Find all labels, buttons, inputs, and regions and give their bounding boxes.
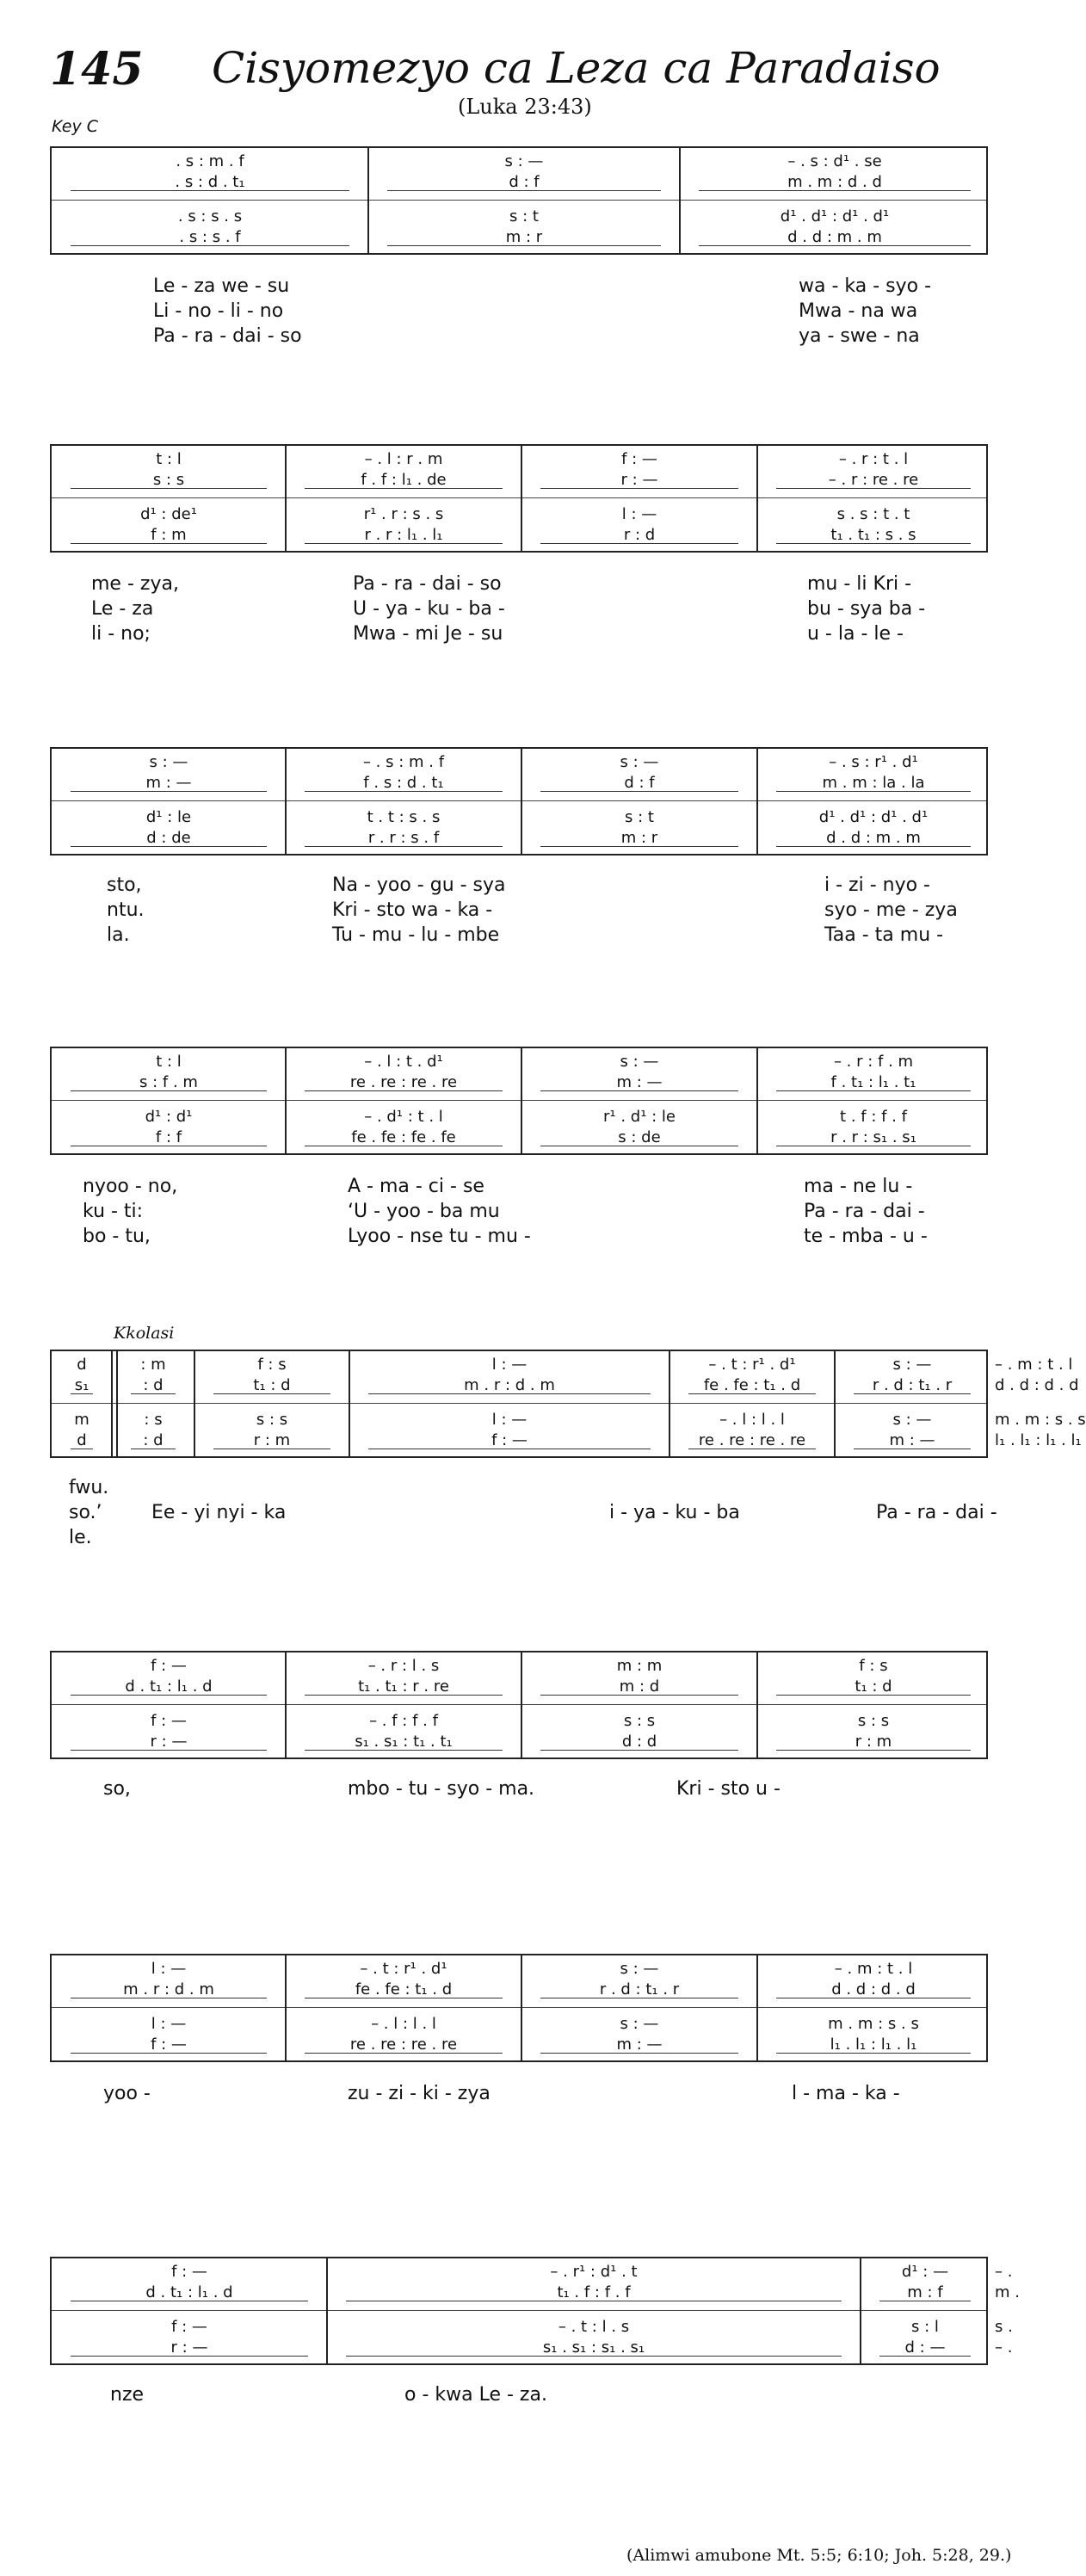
solfa-notes: r : — (150, 1733, 188, 1751)
solfa-notes: – . d¹ : t . l (364, 1108, 443, 1126)
solfa-notes: f : — (171, 2263, 207, 2281)
solfa-notes: – . s : m . f (362, 753, 445, 771)
solfa-notes: d : d (621, 1733, 657, 1751)
lyric-line: Li - no - li - no (153, 300, 284, 322)
lyric-line: i - zi - nyo - (824, 874, 930, 896)
solfa-notes: – . f : f . f (369, 1712, 438, 1730)
staff-divider (52, 1403, 986, 1404)
staff-divider (52, 200, 986, 201)
solfa-notes: s : — (620, 2015, 659, 2033)
solfa-notes: f : — (621, 450, 657, 468)
slur-line (71, 2356, 308, 2357)
lyric-line: le. (69, 1527, 92, 1548)
solfa-notes: : m (140, 1356, 166, 1374)
solfa-notes: d . d : d . d (831, 1980, 916, 1998)
staff-divider (52, 1704, 986, 1705)
solfa-notes: m : — (616, 1073, 663, 1091)
barline (285, 1652, 287, 1757)
slur-line (540, 846, 738, 847)
slur-line (776, 1750, 971, 1751)
key-signature: Key C (52, 117, 99, 136)
lyric-line: sto, (107, 874, 142, 896)
slur-line (71, 1750, 267, 1751)
slur-line (776, 488, 971, 489)
lyric-line: zu - zi - ki - zya (348, 2083, 491, 2104)
solfa-notes: re . re : re . re (349, 1073, 458, 1091)
slur-line (305, 488, 503, 489)
lyric-line: li - no; (91, 623, 151, 645)
lyric-line: i - ya - ku - ba (609, 1502, 740, 1523)
slur-line (71, 190, 349, 191)
barline (521, 446, 522, 551)
slur-line (305, 2053, 503, 2054)
solfa-notes: f : f (155, 1128, 182, 1146)
slur-line (305, 791, 503, 792)
solfa-notes: t₁ : d (855, 1677, 892, 1696)
solfa-notes: f : s (257, 1356, 287, 1374)
solfa-notes: . s : s . s (177, 207, 243, 225)
barline (521, 1652, 522, 1757)
slur-line (71, 846, 267, 847)
solfa-notes: fe . fe : t₁ . d (703, 1376, 801, 1394)
solfa-notes: d¹ : de¹ (140, 505, 197, 523)
solfa-notes: m : r (505, 228, 543, 246)
lyric-line: so.’ (69, 1502, 102, 1523)
lyric-line: te - mba - u - (804, 1226, 928, 1247)
slur-line (776, 1090, 971, 1091)
barline (521, 749, 522, 854)
solfa-notes: s : s (857, 1712, 890, 1730)
solfa-notes: – . l : r . m (364, 450, 443, 468)
lyric-line: ku - ti: (83, 1201, 144, 1222)
solfa-notes: s . (995, 2318, 1013, 2336)
solfa-notes: m (74, 1411, 89, 1429)
slur-line (688, 1393, 816, 1394)
lyric-line: ntu. (107, 899, 145, 921)
solfa-notes: d : de (146, 829, 191, 847)
solfa-notes: – . s : r¹ . d¹ (829, 753, 918, 771)
solfa-notes: : s (144, 1411, 163, 1429)
solfa-notes: m : — (145, 774, 192, 792)
solfa-notes: d : f (509, 173, 540, 191)
slur-line (776, 846, 971, 847)
slur-line (387, 245, 661, 246)
solfa-notes: – . l : l . l (371, 2015, 436, 2033)
slur-line (879, 2356, 971, 2357)
solfa-notes: s : s (623, 1712, 656, 1730)
solfa-notes: – . l : l . l (719, 1411, 785, 1429)
solfa-notes: t₁ . f : f . f (557, 2283, 631, 2301)
slur-line (71, 543, 267, 544)
lyric-line: syo - me - zya (824, 899, 958, 921)
lyric-line: Kri - sto u - (676, 1778, 781, 1800)
lyric-line: Kri - sto wa - ka - (332, 899, 493, 921)
solfa-notes: d . t₁ : l₁ . d (145, 2283, 233, 2301)
slur-line (540, 2053, 738, 2054)
lyric-line: Ee - yi nyi - ka (151, 1502, 287, 1523)
solfa-notes: f : — (491, 1431, 528, 1449)
solfa-notes: m . m : d . d (787, 173, 882, 191)
solfa-notes: s : t (509, 207, 539, 225)
hymn-number: 145 (50, 43, 144, 96)
solfa-notes: d . d : m . m (826, 829, 921, 847)
solfa-notes: t : l (156, 450, 182, 468)
staff-divider (52, 2310, 986, 2311)
solfa-notes: r : m (253, 1431, 291, 1449)
solfa-notes: – . l : t . d¹ (364, 1053, 443, 1071)
solfa-notes: – . r¹ : d¹ . t (550, 2263, 638, 2281)
solfa-notes: m : d (619, 1677, 660, 1696)
solfa-notes: f . f : l₁ . de (361, 471, 447, 489)
lyric-line: me - zya, (91, 573, 179, 595)
slur-line (854, 1393, 971, 1394)
tonic-solfa-staff (50, 1047, 988, 1155)
solfa-notes: . s : d . t₁ (175, 173, 245, 191)
solfa-notes: m . r : d . m (123, 1980, 214, 1998)
lyric-line: Pa - ra - dai - so (353, 573, 502, 595)
lyric-line: Mwa - mi Je - su (353, 623, 503, 645)
solfa-notes: d : — (904, 2338, 946, 2357)
lyric-line: bu - sya ba - (807, 598, 926, 620)
lyric-line: ma - ne lu - (804, 1176, 913, 1197)
slur-line (540, 543, 738, 544)
barline (349, 1351, 350, 1456)
lyric-line: ya - swe - na (799, 325, 920, 347)
lyric-line: A - ma - ci - se (348, 1176, 484, 1197)
staff-divider (52, 2007, 986, 2008)
staff-divider (52, 1100, 986, 1101)
lyric-line: mu - li Kri - (807, 573, 912, 595)
lyric-line: bo - tu, (83, 1226, 151, 1247)
solfa-notes: – . m : t . l (995, 1356, 1073, 1374)
solfa-notes: s : — (892, 1356, 932, 1374)
solfa-notes: r¹ . d¹ : le (602, 1108, 676, 1126)
solfa-notes: s : l (911, 2318, 939, 2336)
barline (756, 749, 758, 854)
solfa-notes: l : — (491, 1411, 528, 1429)
solfa-notes: l : — (491, 1356, 528, 1374)
solfa-notes: – . (995, 2338, 1013, 2357)
barline (285, 446, 287, 551)
barline (756, 446, 758, 551)
solfa-notes: s : — (620, 753, 659, 771)
solfa-notes: m . m : s . s (828, 2015, 919, 2033)
solfa-notes: m : — (616, 2035, 663, 2054)
lyric-line: nyoo - no, (83, 1176, 178, 1197)
slur-line (71, 488, 267, 489)
solfa-notes: s : — (620, 1960, 659, 1978)
slur-line (540, 1695, 738, 1696)
lyric-line: Na - yoo - gu - sya (332, 874, 506, 896)
solfa-notes: s : — (620, 1053, 659, 1071)
slur-line (305, 846, 503, 847)
tonic-solfa-staff (50, 146, 988, 255)
tonic-solfa-staff (50, 747, 988, 856)
slur-line (368, 1393, 651, 1394)
lyric-line: U - ya - ku - ba - (353, 598, 505, 620)
solfa-notes: f . s : d . t₁ (363, 774, 444, 792)
solfa-notes: – . (995, 2263, 1013, 2281)
solfa-notes: t₁ . t₁ : s . s (830, 526, 916, 544)
solfa-notes: r . d : t₁ . r (872, 1376, 953, 1394)
solfa-notes: r : — (170, 2338, 208, 2357)
barline (669, 1351, 670, 1456)
solfa-notes: d . d : m . m (787, 228, 882, 246)
solfa-notes: m . m : la . la (822, 774, 925, 792)
slur-line (71, 1090, 267, 1091)
slur-line (305, 543, 503, 544)
barline (285, 1048, 287, 1153)
solfa-notes: t₁ . t₁ : r . re (358, 1677, 449, 1696)
barline (285, 1955, 287, 2060)
slur-line (71, 245, 349, 246)
slur-line (71, 791, 267, 792)
solfa-notes: s : f . m (139, 1073, 198, 1091)
staff-divider (52, 497, 986, 498)
tonic-solfa-staff (50, 444, 988, 553)
solfa-notes: d¹ . d¹ : d¹ . d¹ (780, 207, 890, 225)
barline (367, 148, 369, 253)
solfa-notes: s : — (892, 1411, 932, 1429)
slur-line (305, 1090, 503, 1091)
tonic-solfa-staff (50, 1350, 1086, 1458)
slur-line (540, 1750, 738, 1751)
solfa-notes: s : — (149, 753, 188, 771)
solfa-notes: – . t : r¹ . d¹ (708, 1356, 796, 1374)
lyric-line: ‘U - yoo - ba mu (348, 1201, 500, 1222)
solfa-notes: m : f (907, 2283, 943, 2301)
barline (679, 148, 681, 253)
solfa-notes: d¹ : — (901, 2263, 949, 2281)
solfa-notes: l₁ . l₁ : l₁ . l₁ (995, 1431, 1082, 1449)
lyric-line: Pa - ra - dai - so (153, 325, 302, 347)
slur-line (387, 190, 661, 191)
lyric-line: so, (103, 1778, 131, 1800)
slur-line (776, 1695, 971, 1696)
solfa-notes: fe . fe : t₁ . d (355, 1980, 453, 1998)
solfa-notes: d : f (624, 774, 655, 792)
solfa-notes: – . s : d¹ . se (787, 152, 882, 170)
slur-line (305, 1695, 503, 1696)
slur-line (776, 543, 971, 544)
tonic-solfa-staff (50, 1651, 988, 1759)
solfa-notes: d (77, 1431, 87, 1449)
solfa-notes: d . d : d . d (995, 1376, 1079, 1394)
barline (285, 749, 287, 854)
lyric-line: u - la - le - (807, 623, 904, 645)
staff-divider (52, 800, 986, 801)
footnote: (Alimwi amubone Mt. 5:5; 6:10; Joh. 5:28, 29.) (626, 2546, 1012, 2565)
solfa-notes: d (77, 1356, 87, 1374)
barline (756, 1955, 758, 2060)
hymn-title: Cisyomezyo ca Leza ca Paradaiso (212, 43, 941, 93)
barline (326, 2258, 328, 2363)
slur-line (131, 1393, 176, 1394)
solfa-notes: d . t₁ : l₁ . d (125, 1677, 213, 1696)
solfa-notes: – . t : r¹ . d¹ (360, 1960, 447, 1978)
solfa-notes: r : m (855, 1733, 892, 1751)
solfa-notes: s : de (618, 1128, 661, 1146)
lyric-line: Lyoo - nse tu - mu - (348, 1226, 531, 1247)
slur-line (699, 190, 971, 191)
barline (521, 1048, 522, 1153)
solfa-notes: s₁ . s₁ : s₁ . s₁ (542, 2338, 645, 2357)
solfa-notes: – . r : f . m (833, 1053, 914, 1071)
barline (834, 1351, 836, 1456)
solfa-notes: d¹ : d¹ (145, 1108, 193, 1126)
lyric-line: Pa - ra - dai - (876, 1502, 997, 1523)
slur-line (71, 2053, 267, 2054)
solfa-notes: r : d (623, 526, 656, 544)
lyric-line: Pa - ra - dai - (804, 1201, 925, 1222)
solfa-notes: s₁ . s₁ : t₁ . t₁ (355, 1733, 453, 1751)
solfa-notes: fe . fe : fe . fe (351, 1128, 456, 1146)
solfa-notes: r¹ . r : s . s (363, 505, 444, 523)
solfa-notes: f : — (151, 2035, 187, 2054)
solfa-notes: f . t₁ : l₁ . t₁ (830, 1073, 916, 1091)
lyric-line: Taa - ta mu - (824, 924, 944, 946)
solfa-notes: re . re : re . re (349, 2035, 458, 2054)
solfa-notes: r . r : l₁ . l₁ (364, 526, 443, 544)
slur-line (71, 1393, 93, 1394)
lyric-line: mbo - tu - syo - ma. (348, 1778, 535, 1800)
solfa-notes: l : — (151, 2015, 187, 2033)
solfa-notes: m : — (889, 1431, 935, 1449)
solfa-notes: s : — (504, 152, 544, 170)
lyric-line: Le - za (91, 598, 154, 620)
solfa-notes: r . r : s . f (367, 829, 440, 847)
tonic-solfa-staff (50, 1954, 988, 2062)
solfa-notes: – . r : l . s (367, 1657, 440, 1675)
solfa-notes: – . r : t . l (838, 450, 909, 468)
solfa-notes: – . m : t . l (834, 1960, 913, 1978)
solfa-notes: t . t : s . s (367, 808, 441, 826)
barline (521, 1955, 522, 2060)
slur-line (699, 245, 971, 246)
solfa-notes: f : — (151, 1712, 187, 1730)
tonic-solfa-staff (50, 2257, 1020, 2365)
solfa-notes: m . r : d . m (464, 1376, 555, 1394)
solfa-notes: s₁ (74, 1376, 89, 1394)
solfa-notes: l₁ . l₁ : l₁ . l₁ (830, 2035, 917, 2054)
solfa-notes: s : s (256, 1411, 288, 1429)
slur-line (776, 2053, 971, 2054)
slur-line (71, 1695, 267, 1696)
solfa-notes: r : — (620, 471, 658, 489)
solfa-notes: f : s (859, 1657, 888, 1675)
scripture-reference: (Luka 23:43) (458, 95, 592, 119)
solfa-notes: – . t : l . s (558, 2318, 630, 2336)
solfa-notes: s : t (625, 808, 654, 826)
lyric-line: Tu - mu - lu - mbe (332, 924, 500, 946)
lyric-line: wa - ka - syo - (799, 275, 932, 297)
slur-line (540, 1090, 738, 1091)
slur-line (305, 1750, 503, 1751)
solfa-notes: t : l (156, 1053, 182, 1071)
solfa-notes: s . s : t . t (836, 505, 910, 523)
barline (194, 1351, 195, 1456)
solfa-notes: t₁ : d (253, 1376, 291, 1394)
slur-line (346, 2356, 842, 2357)
lyric-line: fwu. (69, 1477, 109, 1498)
solfa-notes: d¹ . d¹ : d¹ . d¹ (818, 808, 929, 826)
lyric-line: yoo - (103, 2083, 151, 2104)
solfa-notes: r . r : s₁ . s₁ (830, 1128, 916, 1146)
solfa-notes: m : r (620, 829, 658, 847)
slur-line (213, 1393, 330, 1394)
barline (860, 2258, 861, 2363)
lyric-line: Mwa - na wa (799, 300, 918, 322)
solfa-notes: f : — (151, 1657, 187, 1675)
lyric-line: Le - za we - su (153, 275, 290, 297)
solfa-notes: re . re : re . re (698, 1431, 806, 1449)
solfa-notes: d¹ : le (145, 808, 192, 826)
lyric-line: la. (107, 924, 130, 946)
solfa-notes: : d (143, 1431, 164, 1449)
solfa-notes: f : — (171, 2318, 207, 2336)
solfa-notes: : d (143, 1376, 164, 1394)
solfa-notes: m . m : s . s (995, 1411, 1086, 1429)
solfa-notes: s : s (152, 471, 185, 489)
solfa-notes: . s : m . f (176, 152, 244, 170)
solfa-notes: l : — (151, 1960, 187, 1978)
lyric-line: l - ma - ka - (792, 2083, 900, 2104)
barline (756, 1048, 758, 1153)
solfa-notes: l : — (621, 505, 657, 523)
solfa-notes: t . f : f . f (840, 1108, 907, 1126)
solfa-notes: – . r : re . re (828, 471, 919, 489)
slur-line (540, 488, 738, 489)
chorus-label: Kkolasi (114, 1324, 175, 1343)
slur-line (540, 791, 738, 792)
solfa-notes: . s : s . f (179, 228, 241, 246)
solfa-notes: f : m (151, 526, 187, 544)
slur-line (776, 791, 971, 792)
solfa-notes: m : m (616, 1657, 663, 1675)
lyric-line: o - kwa Le - za. (404, 2384, 547, 2406)
barline (756, 1652, 758, 1757)
lyric-line: nze (110, 2384, 145, 2406)
solfa-notes: m . (995, 2283, 1020, 2301)
solfa-notes: r . d : t₁ . r (599, 1980, 680, 1998)
